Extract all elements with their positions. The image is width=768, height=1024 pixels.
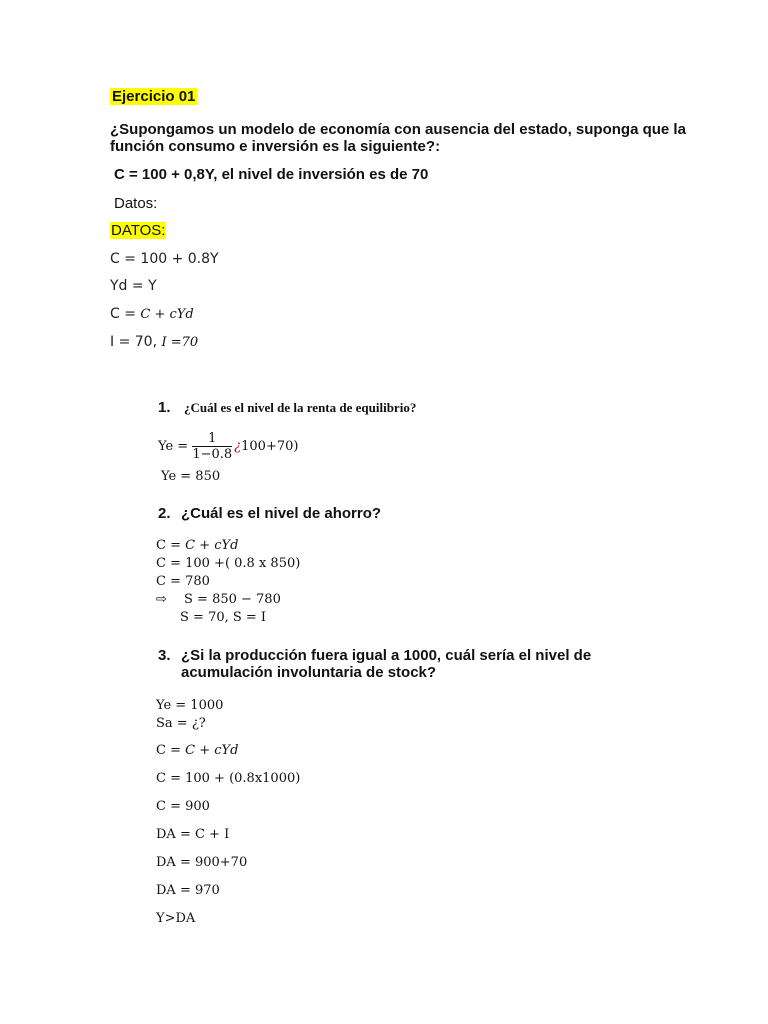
main-equation: C = 100 + 0,8Y, el nivel de inversión es de 70 (114, 166, 429, 183)
q2-line-4: S = 850 − 780 (184, 592, 281, 607)
q3-line-2: Sa = ¿? (156, 716, 206, 731)
q3-line-7: DA = 900+70 (156, 855, 248, 870)
q2-text: ¿Cuál es el nivel de ahorro? (181, 505, 382, 522)
q1-ye-formula (158, 431, 298, 462)
q3-line-6: DA = C + I (156, 827, 230, 842)
intro-line-2: función consumo e inversión es la siguiente?: (110, 138, 441, 155)
q1-fraction (192, 431, 232, 462)
arrow-icon: ⇨ (156, 591, 167, 606)
q3-line-8: DA = 970 (156, 883, 220, 898)
investment-formula: I =70 (161, 335, 199, 350)
exercise-title: Ejercicio 01 (112, 88, 196, 105)
formula-prefix: C = (110, 306, 141, 322)
q2-line-5: S = 70, S = I (180, 610, 267, 625)
q2-number: 2. (158, 505, 171, 522)
q3-text-line-2: acumulación involuntaria de stock? (181, 664, 437, 681)
q1-number: 1. (158, 399, 171, 416)
formula-expression: C + cYd (140, 307, 194, 322)
q2-line-1 (156, 538, 238, 553)
q3-l3-prefix: C = (156, 743, 186, 758)
q1-ye-prefix: Ye = (158, 439, 193, 454)
q1-result: Ye = 850 (161, 469, 221, 484)
q2-l1-formula: C + cYd (185, 538, 239, 553)
datos-label: Datos: (114, 195, 158, 212)
q2-l1-prefix: C = (156, 538, 186, 553)
investment-prefix: I = 70, (110, 334, 162, 350)
q3-text-line-1: ¿Si la producción fuera igual a 1000, cuál sería el nivel de (181, 647, 592, 664)
intro-line-1: ¿Supongamos un modelo de economía con ausencia del estado, suponga que la (110, 121, 686, 138)
q3-line-4: C = 100 + (0.8x1000) (156, 771, 301, 786)
q1-text: ¿Cuál es el nivel de la renta de equilibrio? (184, 400, 417, 415)
q3-l3-formula: C + cYd (185, 743, 239, 758)
q1-frac-denominator: 1−0.8 (192, 447, 233, 462)
datos-highlight: DATOS: (111, 222, 166, 239)
q1-frac-numerator: 1 (192, 431, 232, 447)
datos-disposable-income: Yd = Y (110, 278, 157, 294)
q1-sum: 100+70) (241, 439, 299, 454)
q2-line-3: C = 780 (156, 574, 210, 589)
q3-line-5: C = 900 (156, 799, 210, 814)
datos-investment (110, 334, 198, 350)
q3-line-9: Y>DA (156, 911, 196, 926)
q3-line-3 (156, 743, 238, 758)
q1-red-glyph: ¿ (234, 439, 242, 454)
q3-line-1: Ye = 1000 (156, 698, 224, 713)
q2-line-2: C = 100 +( 0.8 x 850) (156, 556, 301, 571)
q3-number: 3. (158, 647, 171, 664)
datos-consumption: C = 100 + 0.8Y (110, 251, 219, 267)
datos-consumption-formula (110, 306, 194, 322)
